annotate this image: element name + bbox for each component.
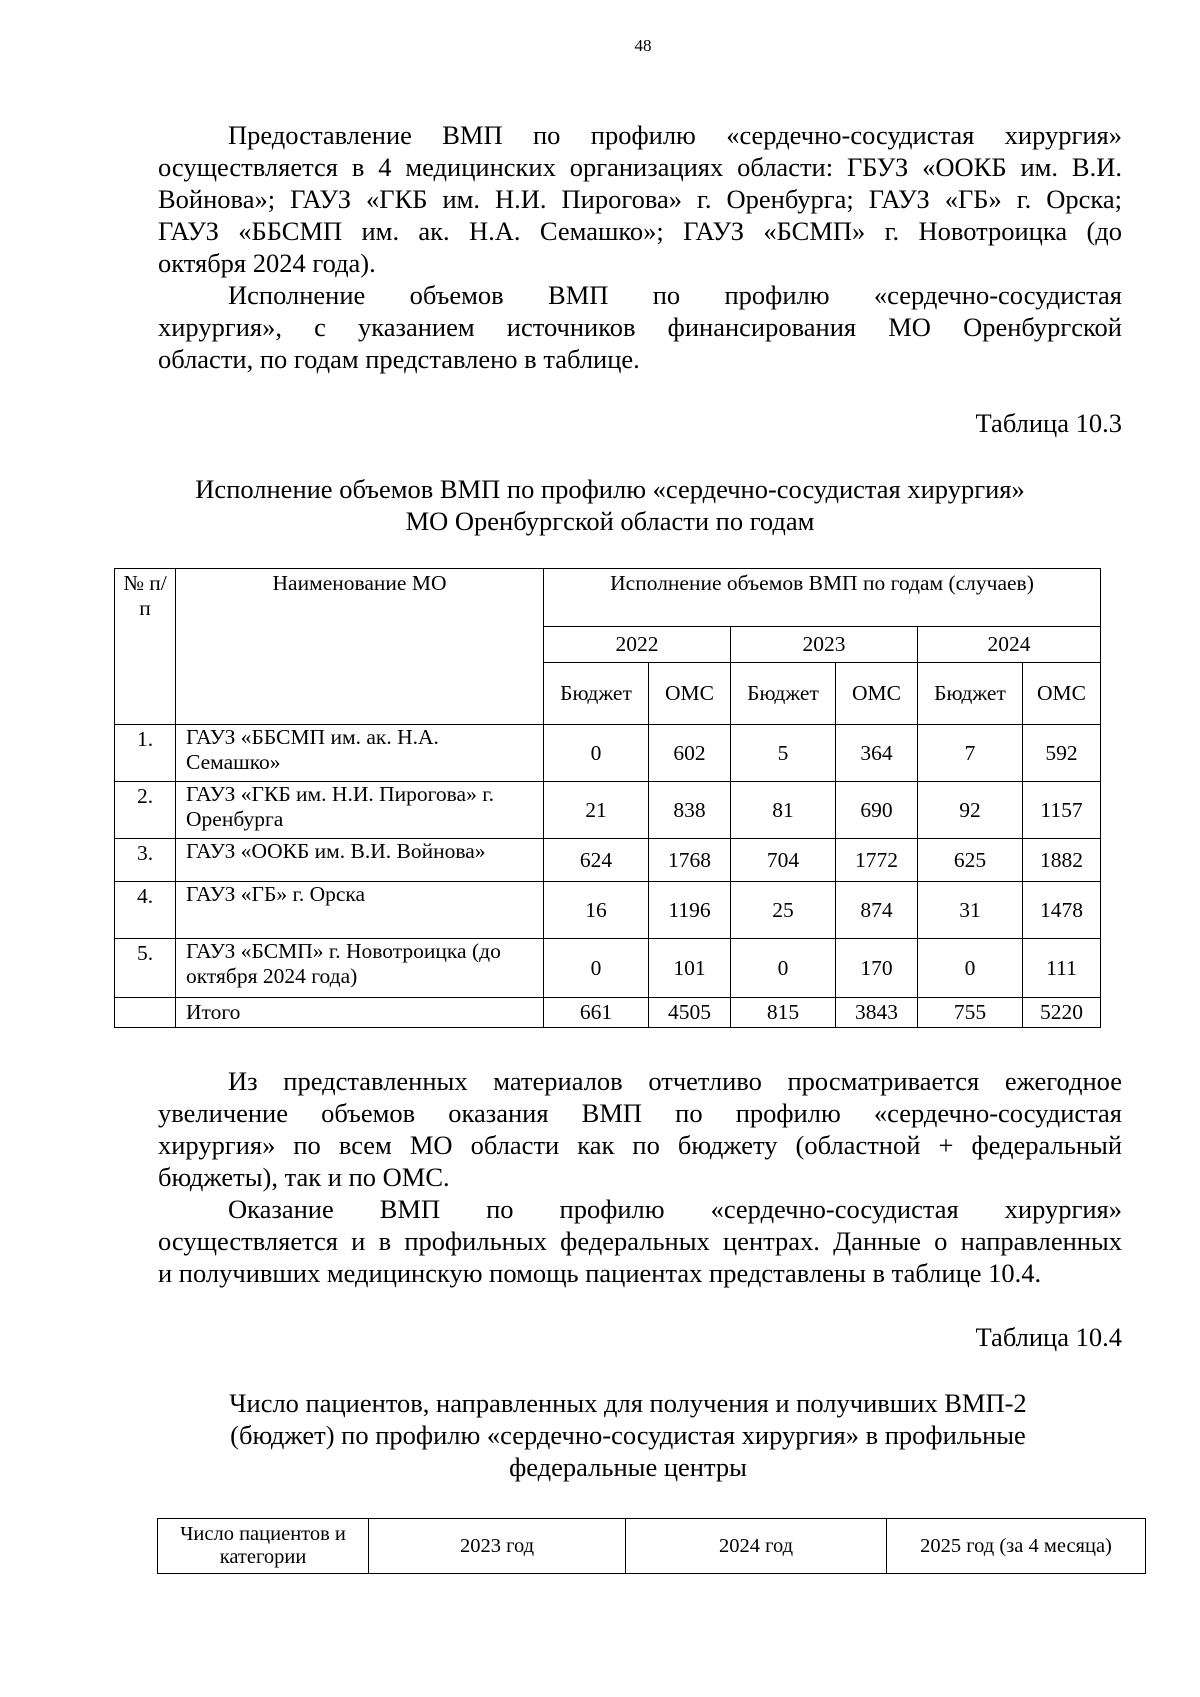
text-line: хирургия» по всем МО области как по бюджету (областной + федеральный (158, 1130, 1122, 1160)
cell: 815 (731, 998, 836, 1028)
cell: 874 (836, 882, 918, 939)
table-10-3-caption: Таблица 10.3 (975, 408, 1122, 438)
text-line: Оказание ВМП по профилю «сердечно-сосудистая хирургия» (228, 1194, 1122, 1224)
cell: 1157 (1023, 782, 1101, 839)
cell: 838 (649, 782, 731, 839)
text-line: увеличение объемов оказания ВМП по профилю «сердечно-сосудистая (158, 1098, 1122, 1128)
cell: 755 (918, 998, 1023, 1028)
paragraph-vmp-execution (158, 279, 1122, 375)
cell: 81 (731, 782, 836, 839)
cell: 4505 (649, 998, 731, 1028)
cell: 364 (836, 725, 918, 782)
table-10-3-title (120, 473, 1100, 537)
cell: 7 (918, 725, 1023, 782)
text-line: ГАУЗ «ББСМП им. ак. Н.А. Семашко»; ГАУЗ «БСМП» г. Новотроицка (до (158, 216, 1122, 246)
header-sub: ОМС (836, 663, 918, 725)
cell: 170 (836, 939, 918, 998)
total-num (115, 998, 176, 1028)
header-year: 2023 год (369, 1519, 626, 1574)
cell: 0 (544, 725, 649, 782)
paragraph-annual-increase (158, 1065, 1122, 1193)
table-10-4-title (150, 1387, 1106, 1483)
table-row (115, 939, 1101, 998)
cell: 92 (918, 782, 1023, 839)
table-row (115, 882, 1101, 939)
cell: 0 (731, 939, 836, 998)
row-name: ГАУЗ «ГКБ им. Н.И. Пирогова» г. Оренбурга (176, 782, 544, 839)
cell: 661 (544, 998, 649, 1028)
row-name: ГАУЗ «ООКБ им. В.И. Войнова» (176, 839, 544, 882)
header-num: № п/п (115, 569, 176, 725)
text-line: осуществляется в 4 медицинских организациях области: ГБУЗ «ООКБ им. В.И. (158, 152, 1122, 182)
header-patients: Число пациентов и категории (158, 1519, 369, 1574)
table-10-3 (114, 568, 1101, 1028)
row-name: ГАУЗ «ББСМП им. ак. Н.А. Семашко» (176, 725, 544, 782)
header-group: Исполнение объемов ВМП по годам (случаев) (544, 569, 1101, 627)
cell: 0 (918, 939, 1023, 998)
header-sub: Бюджет (544, 663, 649, 725)
cell: 1882 (1023, 839, 1101, 882)
table-10-4 (157, 1518, 1146, 1574)
header-year: 2022 (544, 627, 731, 663)
cell: 625 (918, 839, 1023, 882)
header-sub: Бюджет (731, 663, 836, 725)
header-year: 2024 (918, 627, 1101, 663)
table-row (115, 725, 1101, 782)
total-label: Итого (176, 998, 544, 1028)
text-line: области, по годам представлено в таблице. (158, 344, 640, 374)
cell: 1196 (649, 882, 731, 939)
text-line: Исполнение объемов ВМП по профилю «сердечно-сосудистая (228, 280, 1122, 310)
row-num: 3. (115, 839, 176, 882)
title-line: (бюджет) по профилю «сердечно-сосудистая хирургия» в профильные (230, 1420, 1026, 1450)
row-num: 4. (115, 882, 176, 939)
cell: 101 (649, 939, 731, 998)
cell: 690 (836, 782, 918, 839)
header-sub: Бюджет (918, 663, 1023, 725)
title-line: МО Оренбургской области по годам (405, 506, 815, 536)
row-name: ГАУЗ «БСМП» г. Новотроицка (до октября 2024 года) (176, 939, 544, 998)
cell: 624 (544, 839, 649, 882)
header-year: 2024 год (626, 1519, 887, 1574)
cell: 602 (649, 725, 731, 782)
row-num: 1. (115, 725, 176, 782)
cell: 704 (731, 839, 836, 882)
cell: 16 (544, 882, 649, 939)
paragraph-federal-centers (158, 1193, 1122, 1289)
text-line: октября 2024 года). (158, 248, 376, 278)
cell: 1768 (649, 839, 731, 882)
table-row (115, 839, 1101, 882)
header-sub: ОМС (649, 663, 731, 725)
page-number: 48 (634, 36, 652, 55)
header-year: 2025 год (за 4 месяца) (887, 1519, 1146, 1574)
table-row (115, 782, 1101, 839)
row-num: 2. (115, 782, 176, 839)
title-line: федеральные центры (509, 1452, 747, 1482)
cell: 1772 (836, 839, 918, 882)
header-sub: ОМС (1023, 663, 1101, 725)
table-total-row (115, 998, 1101, 1028)
row-num: 5. (115, 939, 176, 998)
title-line: Число пациентов, направленных для получения и получивших ВМП-2 (229, 1388, 1027, 1418)
cell: 111 (1023, 939, 1101, 998)
text-line: Из представленных материалов отчетливо просматривается ежегодное (228, 1066, 1122, 1096)
header-name: Наименование МО (176, 569, 544, 725)
text-line: осуществляется и в профильных федеральных центрах. Данные о направленных (158, 1226, 1122, 1256)
title-line: Исполнение объемов ВМП по профилю «сердечно-сосудистая хирургия» (195, 474, 1025, 504)
cell: 25 (731, 882, 836, 939)
paragraph-vmp-provision (158, 119, 1122, 279)
header-year: 2023 (731, 627, 918, 663)
row-name: ГАУЗ «ГБ» г. Орска (176, 882, 544, 939)
cell: 592 (1023, 725, 1101, 782)
table-10-4-caption: Таблица 10.4 (975, 1322, 1122, 1352)
cell: 1478 (1023, 882, 1101, 939)
cell: 31 (918, 882, 1023, 939)
cell: 5220 (1023, 998, 1101, 1028)
text-line: хирургия», с указанием источников финансирования МО Оренбургской (158, 312, 1122, 342)
cell: 21 (544, 782, 649, 839)
text-line: Предоставление ВМП по профилю «сердечно-сосудистая хирургия» (228, 120, 1122, 150)
text-line: и получивших медицинскую помощь пациентах представлены в таблице 10.4. (158, 1258, 1042, 1288)
text-line: Войнова»; ГАУЗ «ГКБ им. Н.И. Пирогова» г. Оренбурга; ГАУЗ «ГБ» г. Орска; (158, 184, 1122, 214)
cell: 0 (544, 939, 649, 998)
text-line: бюджеты), так и по ОМС. (158, 1162, 450, 1192)
cell: 5 (731, 725, 836, 782)
cell: 3843 (836, 998, 918, 1028)
